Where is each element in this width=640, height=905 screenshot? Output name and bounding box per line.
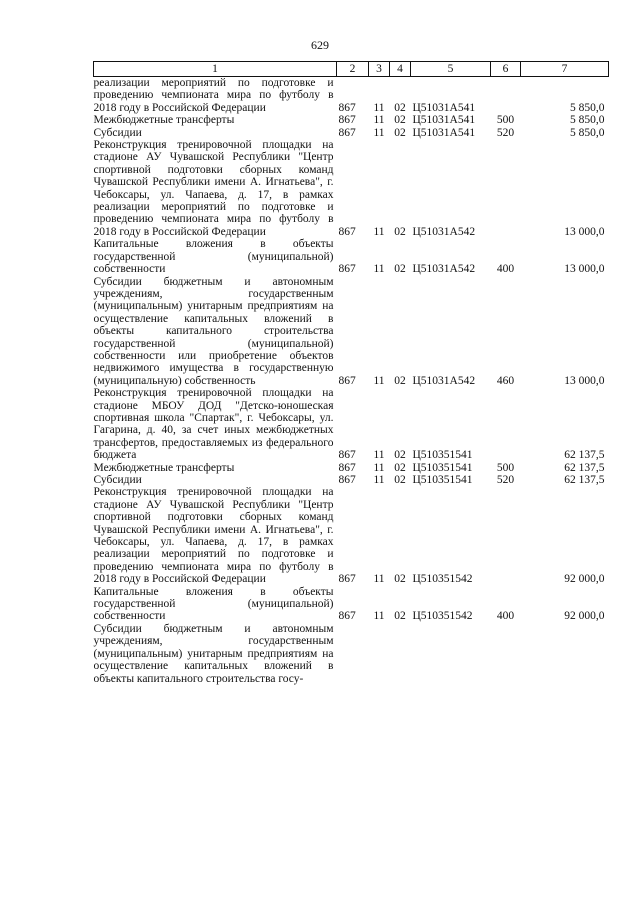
- row-amount: 5 850,0: [570, 114, 605, 127]
- row-description: Капитальные вложения в объекты государственной (муниципальной) собственности: [93, 238, 334, 276]
- row-section-code: 11: [373, 374, 385, 387]
- row-target-article: Ц51031А542: [412, 374, 476, 387]
- header-col-7: 7: [521, 62, 609, 77]
- row-section-code: 11: [373, 114, 385, 127]
- header-col-1: 1: [94, 62, 337, 77]
- row-description: Реконструкция тренировочной площадки на стадионе МБОУ ДОД "Детско-юношеская спортивная школа "Спартак", г. Чебоксары, ул. Гагарина, д. 40, за счет иных межбюджетных трансфертов, предоставляемых из федерального бюджета: [93, 387, 334, 462]
- row-expense-type: 400: [496, 263, 515, 276]
- row-target-article: Ц510351542: [412, 573, 473, 586]
- row-target-article: Ц51031А541: [412, 126, 476, 139]
- table-row: [94, 387, 609, 461]
- row-section-code: 11: [373, 225, 385, 238]
- row-admin-code: 867: [338, 114, 356, 127]
- header-col-4: 4: [390, 62, 411, 77]
- row-amount: 13 000,0: [564, 263, 605, 276]
- row-target-article: [411, 623, 491, 685]
- row-admin-code: 867: [338, 474, 356, 486]
- row-expense-type: 500: [496, 461, 515, 474]
- row-expense-type: 520: [496, 474, 515, 486]
- row-admin-code: 867: [338, 610, 356, 623]
- row-section-code: 11: [373, 449, 385, 462]
- row-subsection-code: 02: [394, 263, 406, 276]
- row-section-code: 11: [373, 610, 385, 623]
- row-subsection-code: 02: [394, 474, 406, 486]
- row-admin-code: 867: [338, 263, 356, 276]
- row-description: Реконструкция тренировочной площадки на стадионе АУ Чувашской Республики "Центр спортивной подготовки сборных команд Чувашской Республики имени А. Игнатьева", г. Чебоксары, ул. Чапаева, д. 17, в рамках реализации мероприятий по подготовке и проведению чемпионата мира по футболу в 2018 году в Российской Федерации: [93, 486, 334, 586]
- row-admin-code: 867: [338, 449, 356, 462]
- row-amount: 5 850,0: [570, 101, 605, 114]
- row-amount: 13 000,0: [564, 374, 605, 387]
- row-subsection-code: 02: [394, 225, 406, 238]
- row-description: Субсидии: [93, 126, 142, 139]
- row-description: Капитальные вложения в объекты государственной (муниципальной) собственности: [93, 585, 334, 623]
- row-subsection-code: 02: [394, 610, 406, 623]
- table-row: [94, 127, 609, 139]
- row-target-article: Ц510351541: [412, 449, 473, 462]
- row-amount: [521, 623, 609, 685]
- row-section-code: 11: [373, 461, 385, 474]
- row-subsection-code: [390, 623, 411, 685]
- row-target-article: Ц510351541: [412, 474, 473, 486]
- row-subsection-code: 02: [394, 114, 406, 127]
- table-row: [94, 139, 609, 238]
- header-col-3: 3: [369, 62, 390, 77]
- table-row: [94, 114, 609, 126]
- row-amount: 13 000,0: [564, 225, 605, 238]
- row-target-article: Ц510351542: [412, 610, 473, 623]
- row-description: Реконструкция тренировочной площадки на стадионе АУ Чувашской Республики "Центр спортивной подготовки сборных команд Чувашской Республики имени А. Игнатьева", г. Чебоксары, ул. Чапаева, д. 17, в рамках реализации мероприятий по подготовке и проведению чемпионата мира по футболу в 2018 году в Российской Федерации: [93, 139, 334, 238]
- header-col-6: 6: [491, 62, 521, 77]
- budget-table: [93, 61, 609, 685]
- table-header: [94, 62, 609, 77]
- table-row: [94, 623, 609, 685]
- row-expense-type: 520: [496, 126, 515, 139]
- row-admin-code: 867: [338, 126, 356, 139]
- table-row: [94, 486, 609, 585]
- row-subsection-code: 02: [394, 374, 406, 387]
- row-description: Субсидии бюджетным и автономным учреждениям, государственным (муниципальным) унитарным предприятиям на осуществление капитальных вложений в объекты капитального строительства государственной (муниципальной) собственности или приобретение объектов недвижимого имущества в государственную (муниципальную) собственность: [93, 275, 334, 387]
- row-description: Межбюджетные трансферты: [93, 114, 235, 127]
- row-admin-code: [337, 623, 369, 685]
- row-target-article: Ц510351541: [412, 461, 473, 474]
- row-target-article: Ц51031А541: [412, 114, 476, 127]
- row-admin-code: 867: [338, 225, 356, 238]
- row-subsection-code: 02: [394, 126, 406, 139]
- row-amount: 5 850,0: [570, 126, 605, 139]
- row-expense-type: [491, 623, 521, 685]
- row-section-code: 11: [373, 101, 385, 114]
- table-row: [94, 474, 609, 486]
- row-amount: 92 000,0: [564, 573, 605, 586]
- row-description: реализации мероприятий по подготовке и проведению чемпионата мира по футболу в 2018 году в Российской Федерации: [93, 77, 334, 114]
- row-expense-type: [491, 77, 521, 115]
- table-row: [94, 77, 609, 115]
- row-admin-code: 867: [338, 101, 356, 114]
- row-expense-type: [491, 139, 521, 238]
- row-section-code: 11: [373, 126, 385, 139]
- row-section-code: [369, 623, 390, 685]
- table-row: [94, 238, 609, 275]
- row-section-code: 11: [373, 573, 385, 586]
- table-row: [94, 276, 609, 388]
- row-amount: 92 000,0: [564, 610, 605, 623]
- row-expense-type: [491, 486, 521, 585]
- row-admin-code: 867: [338, 374, 356, 387]
- page-number: 629: [311, 38, 329, 52]
- header-col-5: 5: [411, 62, 491, 77]
- row-expense-type: [491, 387, 521, 461]
- header-col-2: 2: [337, 62, 369, 77]
- row-expense-type: 460: [496, 374, 515, 387]
- row-section-code: 11: [373, 263, 385, 276]
- row-subsection-code: 02: [394, 449, 406, 462]
- row-amount: 62 137,5: [564, 449, 605, 462]
- row-expense-type: 500: [496, 114, 515, 127]
- table-row: [94, 586, 609, 623]
- row-description: Межбюджетные трансферты: [93, 461, 235, 474]
- row-description: Субсидии бюджетным и автономным учреждениям, государственным (муниципальным) унитарным предприятиям на осуществление капитальных вложений в объекты капитального строительства госу-: [93, 622, 334, 685]
- row-section-code: 11: [373, 474, 385, 486]
- row-expense-type: 400: [496, 610, 515, 623]
- row-admin-code: 867: [338, 461, 356, 474]
- table-row: [94, 462, 609, 474]
- table-body: [94, 77, 609, 685]
- row-subsection-code: 02: [394, 101, 406, 114]
- row-target-article: Ц51031А542: [412, 263, 476, 276]
- row-target-article: Ц51031А541: [412, 101, 476, 114]
- row-amount: 62 137,5: [564, 474, 605, 486]
- row-target-article: Ц51031А542: [412, 225, 476, 238]
- row-description: Субсидии: [93, 474, 142, 486]
- row-admin-code: 867: [338, 573, 356, 586]
- row-subsection-code: 02: [394, 573, 406, 586]
- header-row: [94, 62, 609, 77]
- row-amount: 62 137,5: [564, 461, 605, 474]
- row-subsection-code: 02: [394, 461, 406, 474]
